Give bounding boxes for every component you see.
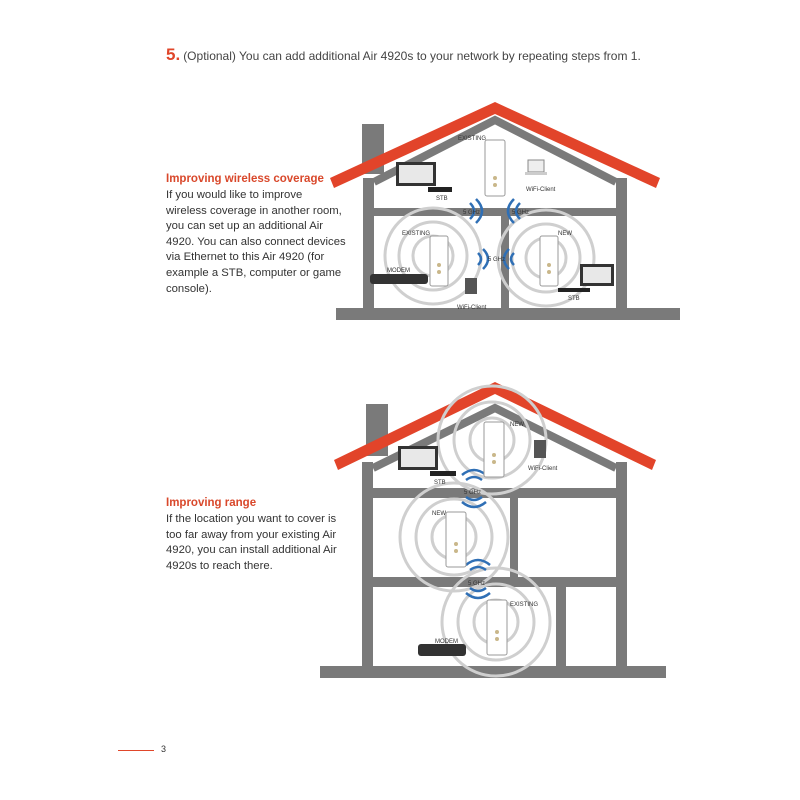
label-existing: EXISTING — [510, 602, 539, 608]
air4920-existing — [487, 600, 507, 655]
step-5 — [166, 45, 641, 65]
label-5ghz-mid: 5 GHz — [488, 257, 506, 263]
air4920-existing-left — [430, 236, 448, 286]
page-number: 3 — [161, 744, 167, 754]
label-wifi-client-top: WiFi-Client — [526, 187, 556, 193]
label-stb-right: STB — [568, 296, 580, 302]
step-text: (Optional) You can add additional Air 4920s to your network by repeating steps from 1. — [183, 49, 641, 63]
label-5ghz-lower: 5 GHz — [468, 581, 486, 587]
modem-icon — [418, 644, 466, 656]
label-wifi-client-bottom: WiFi-Client — [457, 305, 487, 311]
modem-icon — [370, 274, 428, 284]
label-new-mid: NEW — [432, 511, 446, 517]
label-modem: MODEM — [387, 268, 410, 274]
label-new: NEW — [558, 231, 572, 237]
coverage-diagram — [330, 98, 680, 323]
label-existing-top: EXISTING — [458, 136, 487, 142]
label-stb: STB — [434, 480, 446, 486]
label-wifi-client: WiFi-Client — [528, 466, 558, 472]
label-5ghz-left: 5 GHz — [463, 210, 481, 216]
stb-box-right — [558, 288, 590, 292]
laptop-icon — [528, 160, 544, 172]
range-body: If the location you want to cover is too far away from your existing Air 4920, you can install additional Air 4920s to reach there. — [166, 513, 337, 572]
air4920-new — [540, 236, 558, 286]
range-diagram — [320, 382, 670, 682]
range-heading: Improving range — [166, 497, 257, 509]
footer-rule — [118, 750, 154, 751]
tablet-icon — [465, 278, 477, 294]
label-5ghz-upper: 5 GHz — [464, 490, 482, 496]
label-new-top: NEW — [510, 422, 524, 428]
air4920-existing-top — [485, 140, 505, 196]
tablet-icon — [534, 440, 546, 458]
air4920-new-top — [484, 422, 504, 477]
label-5ghz-right: 5 GHz — [512, 210, 530, 216]
label-existing-left: EXISTING — [402, 231, 431, 237]
stb-box — [430, 471, 456, 476]
stb-box-top — [428, 187, 452, 192]
coverage-section — [166, 173, 346, 297]
coverage-heading: Improving wireless coverage — [166, 173, 324, 185]
air4920-new-mid — [446, 512, 466, 567]
step-number: 5. — [166, 45, 181, 64]
label-stb-top: STB — [436, 196, 448, 202]
range-section — [166, 497, 346, 574]
coverage-body: If you would like to improve wireless coverage in another room, you can set up an additional Air 4920. You can also connect devices via Ethernet to this Air 4920 (for example a STB, computer or game console). — [166, 189, 346, 295]
label-modem: MODEM — [435, 639, 458, 645]
